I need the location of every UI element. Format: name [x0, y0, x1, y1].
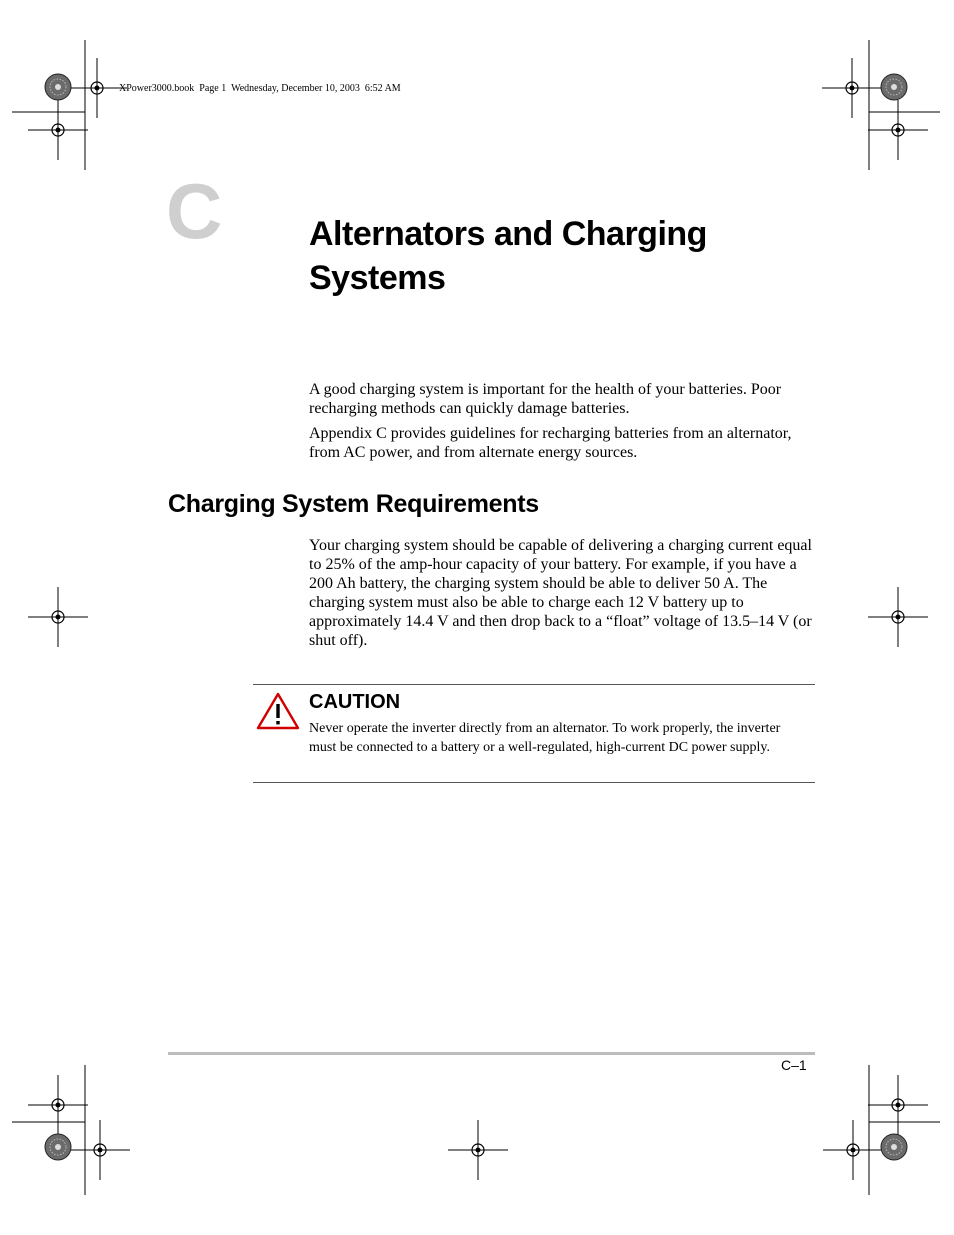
- section-paragraph: Your charging system should be capable of delivering a charging current equal to 25% of the amp-hour capacity of your battery. For example, if you have a 200 Ah battery, the charging system should be able to deliver 50 A. The charging system must also be able to charge each 12 V battery up to approximately 14.4 V and then drop back to a “float” voltage of 13.5–14 V (or shut off).: [309, 537, 812, 649]
- caution-title: CAUTION: [309, 691, 401, 713]
- chapter-title-line1: Alternators and Charging: [309, 215, 707, 253]
- intro-paragraph-1: A good charging system is important for the health of your batteries. Poor recharging methods can quickly damage batteries.: [309, 381, 782, 417]
- slug-date: Wednesday, December 10, 2003: [231, 83, 360, 94]
- slug-file: XPower3000.book: [119, 83, 195, 94]
- slug-time: 6:52 AM: [364, 83, 401, 94]
- section-heading: Charging System Requirements: [168, 490, 539, 518]
- caution-text: Never operate the inverter directly from an alternator. To work properly, the inverter must be connected to a battery or a well-regulated, high-current DC power supply.: [309, 721, 781, 755]
- page-number: C–1: [781, 1057, 807, 1073]
- slug-page: Page 1: [199, 83, 227, 94]
- chapter-title-line2: Systems: [309, 259, 446, 297]
- intro-paragraph-2: Appendix C provides guidelines for recharging batteries from an alternator, from AC power, and from alternate energy sources.: [309, 425, 792, 461]
- chapter-letter: C: [166, 167, 223, 255]
